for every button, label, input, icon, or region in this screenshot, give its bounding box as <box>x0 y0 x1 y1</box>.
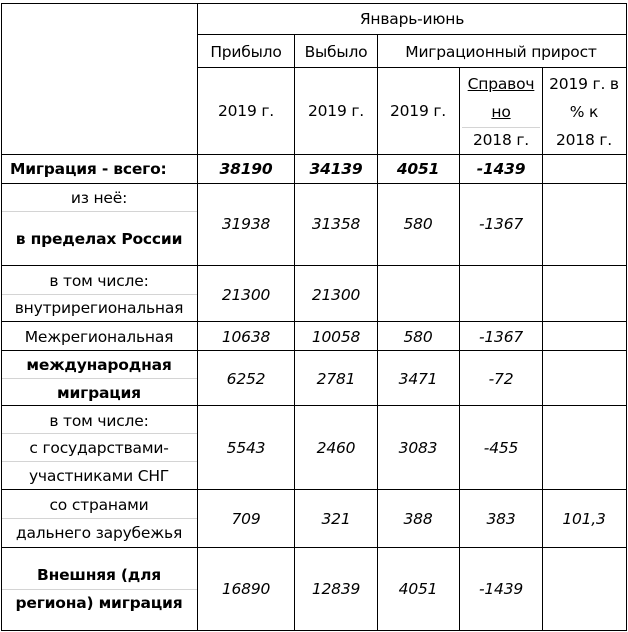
row-interregional-arrived: 10638 <box>221 328 271 346</box>
row-far-abroad-arrived: 709 <box>231 510 261 528</box>
header-pct-line3: 2018 г. <box>555 131 613 149</box>
row-total-arrived: 38190 <box>219 160 273 178</box>
row-interregional-growth: 580 <box>403 328 433 346</box>
row-cis-arrived: 5543 <box>226 439 266 457</box>
row-international-growth: 3471 <box>398 370 438 388</box>
row-international-ref: -72 <box>488 370 514 388</box>
row-external-ref: -1439 <box>478 580 524 598</box>
row-cis-label-line2: участниками СНГ <box>28 467 170 485</box>
row-interregional-departed: 10058 <box>311 328 361 346</box>
row-intraregional-label: внутрирегиональная <box>14 299 184 317</box>
header-period: Январь-июнь <box>359 10 465 28</box>
row-russia-label-top: из неё: <box>70 189 128 207</box>
row-far-abroad-label-line2: дальнего зарубежья <box>15 524 183 542</box>
row-cis-departed: 2460 <box>316 439 356 457</box>
row-russia-departed: 31358 <box>311 215 361 233</box>
row-intraregional-departed: 21300 <box>311 286 361 304</box>
header-year-growth: 2019 г. <box>389 102 447 120</box>
row-cis-label-top: в том числе: <box>49 412 149 430</box>
row-external-growth: 4051 <box>398 580 438 598</box>
header-growth: Миграционный прирост <box>405 43 597 61</box>
row-russia-arrived: 31938 <box>221 215 271 233</box>
header-ref-line2: но <box>491 103 511 121</box>
row-cis-label-line1: с государствами- <box>29 439 169 457</box>
row-total-departed: 34139 <box>309 160 363 178</box>
row-russia-ref: -1367 <box>478 215 524 233</box>
row-international-arrived: 6252 <box>226 370 266 388</box>
row-far-abroad-pct: 101,3 <box>562 510 606 528</box>
row-intraregional-label-top: в том числе: <box>49 272 149 290</box>
header-ref-line1: Справоч <box>467 75 535 93</box>
row-russia-label: в пределах России <box>15 230 183 248</box>
header-ref-year: 2018 г. <box>472 131 530 149</box>
row-cis-ref: -455 <box>483 439 519 457</box>
row-interregional-ref: -1367 <box>478 328 524 346</box>
header-year-arrived: 2019 г. <box>217 102 275 120</box>
row-external-label-line2: региона) миграция <box>15 594 183 612</box>
row-international-label-line1: международная <box>26 356 172 374</box>
row-total-growth: 4051 <box>396 160 440 178</box>
row-russia-growth: 580 <box>403 215 433 233</box>
row-external-arrived: 16890 <box>221 580 271 598</box>
row-intraregional-arrived: 21300 <box>221 286 271 304</box>
row-total-label: Миграция - всего: <box>10 160 167 178</box>
header-year-departed: 2019 г. <box>307 102 365 120</box>
row-far-abroad-ref: 383 <box>486 510 516 528</box>
row-far-abroad-growth: 388 <box>403 510 433 528</box>
header-departed: Выбыло <box>304 43 368 61</box>
row-international-label-line2: миграция <box>57 384 141 402</box>
row-far-abroad-label-line1: со странами <box>49 496 149 514</box>
row-international-departed: 2781 <box>316 370 356 388</box>
header-arrived: Прибыло <box>210 43 282 61</box>
row-far-abroad-departed: 321 <box>321 510 351 528</box>
header-pct-line2: % к <box>569 103 599 121</box>
row-interregional-label: Межрегиональная <box>24 328 174 346</box>
row-total-ref: -1439 <box>476 160 526 178</box>
row-external-departed: 12839 <box>311 580 361 598</box>
row-external-label-line1: Внешняя (для <box>36 566 162 584</box>
row-cis-growth: 3083 <box>398 439 438 457</box>
header-pct-line1: 2019 г. в <box>549 75 619 93</box>
